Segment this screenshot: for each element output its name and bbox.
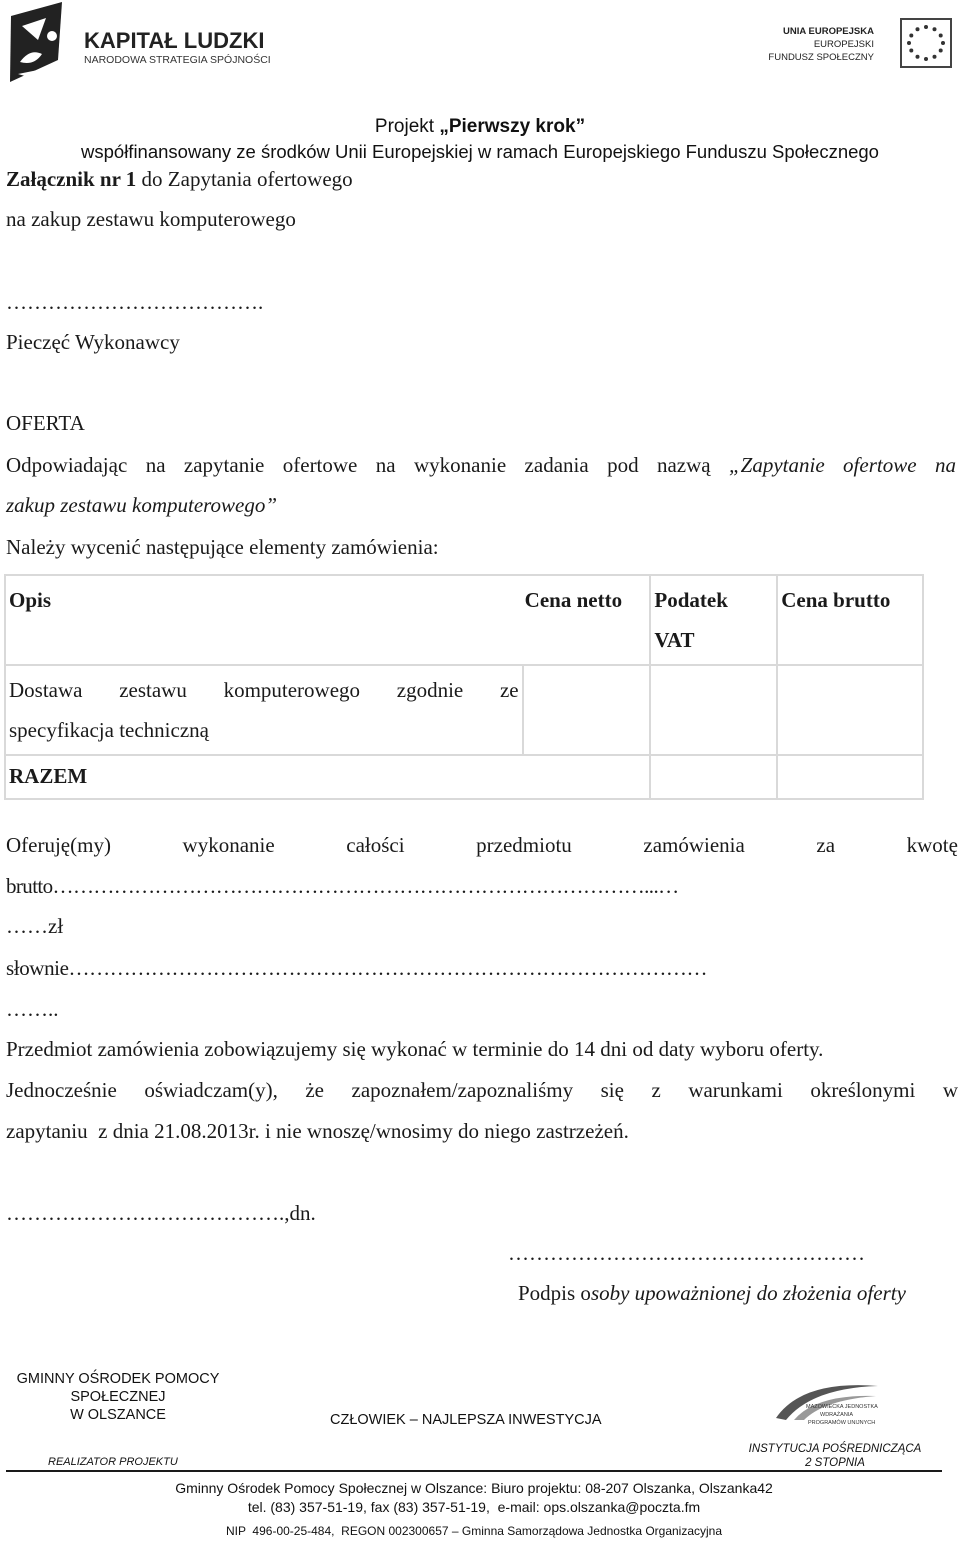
declaration-line-1	[6, 1078, 958, 1102]
price-elements-line: Należy wycenić następujące elementy zamówienia:	[6, 535, 439, 559]
footer-address: Gminny Ośrodek Pomocy Społecznej w Olszance: Biuro projektu: 08-207 Olszanka, Olszanka42	[175, 1480, 773, 1496]
intro-line-1	[6, 453, 956, 477]
eu-flag-icon	[900, 18, 952, 68]
mjwpu-logo	[772, 1380, 882, 1436]
intro-word: pod	[607, 453, 639, 477]
footer-org-line2: SPOŁECZNEJ	[70, 1389, 166, 1405]
intro-word: na	[375, 453, 396, 477]
kapital-ludzki-title: KAPITAŁ LUDZKI	[84, 28, 265, 53]
row-description-line-1	[9, 670, 519, 710]
intro-word: Odpowiadając	[6, 453, 128, 477]
kapital-ludzki-logo	[8, 0, 288, 86]
seal-dots: ……………………………….	[6, 290, 264, 314]
row-word: komputerowego	[223, 678, 361, 702]
row-word: zgodnie	[396, 678, 464, 702]
footer-org	[8, 1370, 228, 1424]
decl-word: się	[600, 1078, 624, 1102]
declaration-line-2: zapytaniu z dnia 21.08.2013r. i nie wnoszę/wnosimy do niego zastrzeżeń.	[6, 1119, 629, 1143]
footer-realizator: REALIZATOR PROJEKTU	[48, 1456, 178, 1468]
table-total-row	[5, 755, 923, 799]
header-podatek-vat	[650, 575, 777, 665]
intro-word: nazwą	[656, 453, 711, 477]
footer-intermediary-line1: INSTYTUCJA POŚREDNICZĄCA	[748, 1443, 922, 1455]
mjwpu-line2: WDRAŻANIA	[820, 1412, 853, 1418]
offer-word: za	[816, 833, 836, 857]
decl-word: że	[305, 1078, 325, 1102]
footer-registry: NIP 496-00-25-484, REGON 002300657 – Gminna Samorządowa Jednostka Organizacyjna	[225, 1524, 723, 1538]
offer-currency: ……zł	[6, 914, 64, 938]
intro-word-italic: „Zapytanie	[728, 453, 825, 477]
offer-table	[4, 574, 924, 800]
project-title	[0, 116, 960, 138]
header-cena-brutto	[777, 575, 923, 665]
offer-word: zamówienia	[643, 833, 745, 857]
decl-word: oświadczam(y),	[144, 1078, 278, 1102]
project-prefix: Projekt	[374, 116, 440, 137]
decl-word: zapoznałem/zapoznaliśmy	[351, 1078, 574, 1102]
project-name: „Pierwszy krok”	[439, 116, 586, 137]
row-netto-cell	[523, 665, 651, 755]
offer-word: Oferuję(my)	[6, 833, 111, 857]
offer-word: wykonanie	[182, 833, 275, 857]
eu-logo-line2: EUROPEJSKI	[813, 39, 874, 50]
decl-word: warunkami	[688, 1078, 783, 1102]
signature-label-plain: Podpis o	[518, 1281, 591, 1305]
footer-intermediary-line2: 2 STOPNIA	[805, 1457, 865, 1469]
deadline-line: Przedmiot zamówienia zobowiązujemy się wykonać w terminie do 14 dni od daty wyboru oferty.	[6, 1037, 824, 1061]
intro-word: zadania	[524, 453, 589, 477]
row-word: ze	[499, 678, 519, 702]
row-word: zestawu	[119, 678, 187, 702]
row-description-line-2: specyfikacja techniczną	[9, 718, 209, 742]
kapital-ludzki-subtitle: NARODOWA STRATEGIA SPÓJNOŚCI	[84, 54, 271, 66]
decl-word: z	[651, 1078, 661, 1102]
row-word: Dostawa	[9, 678, 83, 702]
offer-amount-line-1	[6, 833, 958, 857]
eu-logo-line3: FUNDUSZ SPOŁECZNY	[768, 52, 874, 63]
kapital-ludzki-emblem-icon	[8, 0, 70, 84]
header-opis-label: Opis	[9, 588, 52, 612]
header-podatek-vat-label: Podatek VAT	[654, 588, 728, 652]
decl-word: określonymi	[810, 1078, 916, 1102]
total-label-cell	[5, 755, 650, 799]
footer-motto: CZŁOWIEK – NAJLEPSZA INWESTYCJA	[330, 1412, 602, 1428]
header-opis	[5, 575, 523, 665]
eu-logo-line1: UNIA EUROPEJSKA	[783, 26, 874, 37]
header-cena-netto	[523, 575, 651, 665]
cofinanced-line: współfinansowany ze środków Unii Europejskiej w ramach Europejskiego Funduszu Społecznego	[81, 141, 879, 162]
intro-word-italic: na	[934, 453, 956, 477]
header-cena-netto-label: Cena netto	[524, 588, 623, 612]
signature-label-italic: soby upoważnionej do złożenia oferty	[590, 1281, 906, 1305]
row-vat-cell	[650, 665, 777, 755]
table-header-row	[5, 575, 923, 665]
signature-label	[518, 1281, 906, 1305]
annex-heading	[6, 167, 353, 191]
mjwpu-line1: MAZOWIECKA JEDNOSTKA	[806, 1404, 878, 1410]
table-row	[5, 665, 923, 755]
offer-word: kwotę	[906, 833, 958, 857]
footer-divider	[6, 1470, 942, 1472]
header-cena-brutto-label: Cena brutto	[781, 588, 891, 612]
footer-org-line3: W OLSZANCE	[70, 1407, 166, 1423]
mjwpu-line3: PROGRAMÓW UNIJNYCH	[808, 1420, 876, 1426]
intro-word: zapytanie	[183, 453, 265, 477]
intro-line-2: zakup zestawu komputerowego”	[6, 493, 278, 517]
footer-org-line1: GMINNY OŚRODEK POMOCY	[16, 1371, 220, 1387]
total-brutto-cell	[777, 755, 923, 799]
intro-word: ofertowe	[282, 453, 358, 477]
row-description	[5, 665, 523, 755]
eu-logo	[760, 16, 956, 72]
offer-word: całości	[346, 833, 405, 857]
seal-label: Pieczęć Wykonawcy	[6, 330, 180, 354]
row-brutto-cell	[777, 665, 923, 755]
total-vat-cell	[650, 755, 777, 799]
offer-brutto-line: brutto……………………………………………………………………………...…	[6, 874, 679, 898]
footer-contact: tel. (83) 357-51-19, fax (83) 357-51-19, e-mail: ops.olszanka@poczta.fm	[247, 1499, 701, 1515]
offer-word: przedmiotu	[476, 833, 572, 857]
place-date-line: ………………………………….,dn.	[6, 1201, 316, 1225]
offer-slownie-line: słownie…………………………………………………………………………………	[6, 956, 708, 980]
subject-line: na zakup zestawu komputerowego	[6, 207, 296, 231]
intro-word: wykonanie	[414, 453, 507, 477]
decl-word: Jednocześnie	[6, 1078, 117, 1102]
offer-slownie-cont: ……..	[6, 997, 59, 1021]
decl-word: w	[942, 1078, 958, 1102]
annex-number: Załącznik nr 1	[6, 167, 137, 191]
signature-dots: ……………………………………………	[508, 1241, 865, 1265]
footer-intermediary	[740, 1442, 930, 1470]
offer-title: OFERTA	[6, 411, 85, 435]
intro-word: na	[145, 453, 166, 477]
intro-word-italic: ofertowe	[843, 453, 917, 477]
annex-text: do Zapytania ofertowego	[136, 167, 353, 191]
total-label: RAZEM	[9, 764, 88, 788]
